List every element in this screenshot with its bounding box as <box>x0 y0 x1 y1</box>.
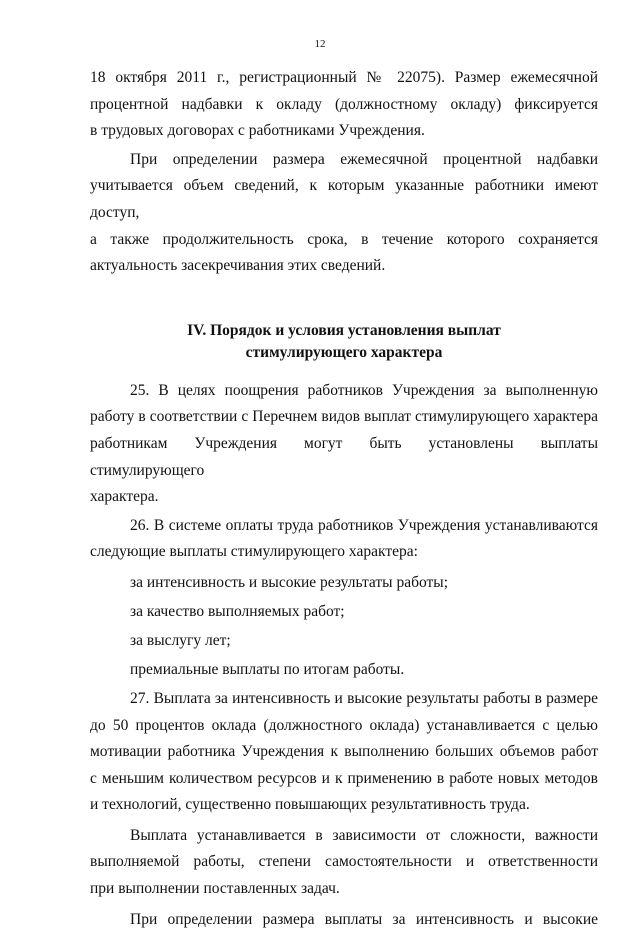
text-line: при выполнении поставленных задач. <box>90 880 340 898</box>
text-line: и технологий, существенно повышающих результативность труда. <box>90 796 530 814</box>
list-item: за качество выполняемых работ; <box>130 602 345 620</box>
text-line: характера. <box>90 488 159 506</box>
paragraph-28 <box>90 823 598 903</box>
text-line: мотивации работника Учреждения к выполнению больших объемов работ <box>90 743 598 761</box>
section-heading <box>90 320 598 364</box>
paragraph-continuation <box>90 65 598 145</box>
page-number: 12 <box>314 38 326 50</box>
text-line: выполняемой работы, степени самостоятельности и ответственности <box>90 853 598 871</box>
text-line: следующие выплаты стимулирующего характера: <box>90 543 418 561</box>
text-line: актуальность засекречивания этих сведений. <box>90 257 386 275</box>
text-line: При определении размера выплаты за интенсивность и высокие <box>130 910 598 928</box>
text-line: 26. В системе оплаты труда работников Учреждения устанавливаются <box>130 516 598 534</box>
text-line: При определении размера ежемесячной процентной надбавки <box>130 150 598 168</box>
text-line: Выплата устанавливается в зависимости от сложности, важности <box>130 826 598 844</box>
document-body <box>90 65 598 933</box>
text-line: в трудовых договорах с работниками Учреждения. <box>90 122 425 140</box>
text-line: работу в соответствии с Перечнем видов выплат стимулирующего характера <box>90 408 598 426</box>
section-heading-line: стимулирующего характера <box>245 343 443 361</box>
text-line: до 50 процентов оклада (должностного оклада) устанавливается с целью <box>90 716 598 734</box>
text-line: 25. В целях поощрения работников Учреждения за выполненную <box>130 381 598 399</box>
section-heading-line: IV. Порядок и условия установления выплат <box>187 321 501 339</box>
paragraph-26 <box>90 513 598 566</box>
text-line: а также продолжительность срока, в течение которого сохраняется <box>90 230 598 248</box>
text-line: 27. Выплата за интенсивность и высокие результаты работы в размере <box>130 689 598 707</box>
text-line: учитывается объем сведений, к которым указанные работники имеют доступ, <box>90 177 598 221</box>
text-line: работникам Учреждения могут быть установлены выплаты стимулирующего <box>90 434 598 479</box>
paragraph-27 <box>90 686 598 819</box>
paragraph-secrecy <box>90 147 598 280</box>
text-line: процентной надбавки к окладу (должностному окладу) фиксируется <box>90 95 598 113</box>
list-item: премиальные выплаты по итогам работы. <box>130 660 405 678</box>
text-line: с меньшим количеством ресурсов и к применению в работе новых методов <box>90 769 598 787</box>
list-item: за выслугу лет; <box>130 631 231 649</box>
text-line: 18 октября 2011 г., регистрационный № 22075). Размер ежемесячной <box>90 69 598 86</box>
paragraph-25 <box>90 378 598 511</box>
payment-list <box>90 568 598 684</box>
paragraph-29 <box>90 907 598 933</box>
list-item: за интенсивность и высокие результаты работы; <box>130 573 449 591</box>
